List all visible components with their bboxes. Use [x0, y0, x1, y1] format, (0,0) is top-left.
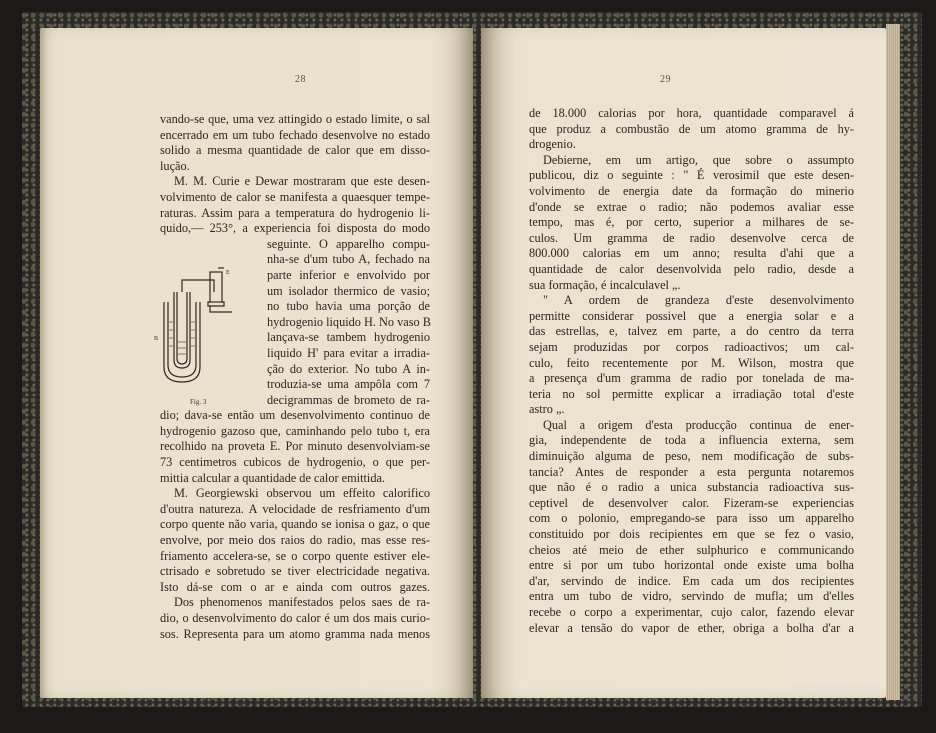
text-line: d'onde se extrae o radio; não podemos avaliar esse: [529, 199, 854, 214]
text-line: hydrogenio liquido H. No vaso B: [267, 314, 431, 329]
right-page: [481, 28, 886, 698]
text-line: constituido por dois recipientes em que se fez o vasio,: [529, 527, 854, 542]
text-line: teria no sol permitte explicar a irradiação total d'este: [529, 386, 854, 401]
text-line: recebe o corpo a experimentar, cujo calor, fazendo elevar: [529, 605, 854, 619]
apparatus-diagram: [152, 262, 252, 397]
text-line: nha-se d'um tubo A, fechado na: [267, 252, 430, 267]
text-line: raturas. Assim para a temperatura do hydrogenio li-: [160, 205, 430, 220]
text-line: Isto dá-se com o ar e ainda com outros gazes.: [160, 579, 430, 594]
text-line: sejam produzidas por corpos radioactivos; um cal-: [529, 339, 854, 354]
text-line: corpo quente não varia, quando se ionisa o gaz, o que: [160, 517, 430, 532]
text-line: tempo, mas é, por certo, superior a milhares de se-: [529, 215, 854, 230]
text-line: cheios até meio de ether sulphurico e communicando: [529, 542, 854, 557]
text-line: dio, o desenvolvimento do calor é um dos mais curio-: [160, 611, 430, 625]
text-line: drogenio.: [529, 137, 576, 152]
text-line: no tubo havia uma porção de: [267, 299, 430, 314]
text-line: d'outra natureza. A velocidade de resfriamento d'um: [160, 501, 430, 516]
text-line: publicou, diz o seguinte : " É verosimil que este desen-: [529, 168, 854, 183]
text-line: das estrellas, e, talvez em parte, a do centro da terra: [529, 324, 854, 339]
text-line: sua formação, é incalculavel „.: [529, 277, 681, 292]
text-line: friamento accelera-se, se o corpo quente estiver ele-: [160, 548, 430, 563]
text-line: dio; dava-se então um desenvolvimento continuo de: [160, 408, 430, 423]
text-line: seguinte. O apparelho compu-: [267, 236, 430, 251]
text-line: liquido H' para evitar a irradia-: [267, 345, 430, 360]
text-line: Debierne, em um artigo, que sobre o assumpto: [543, 152, 854, 167]
figure-label-b: B: [154, 336, 159, 342]
text-line: que produz a combustão de um atomo gramma de hy-: [529, 121, 854, 136]
text-line: um isolador thermico de vasio;: [267, 283, 430, 298]
text-line: lução.: [160, 158, 190, 173]
text-line: de 18.000 calorias por hora, quantidade comparavel á: [529, 106, 854, 120]
right-text-block: [529, 106, 854, 636]
text-line: " A ordem de grandeza d'este desenvolvimento: [543, 293, 854, 308]
text-line: decigrammas de brometo de ra-: [267, 392, 430, 407]
text-line: mittia calcular a quantidade de calor emittida.: [160, 470, 386, 485]
left-page: [40, 28, 473, 698]
text-line: sos. Representa para um atomo gramma nada menos: [160, 626, 430, 641]
page-edges: [886, 24, 900, 700]
text-line: entre si por um tubo horizontal onde existe uma bolha: [529, 558, 854, 573]
page-number: 29: [660, 74, 671, 85]
text-line: permitte considerar possivel que a energia solar e a: [529, 308, 854, 323]
text-line: 800.000 calorias em um anno; resulta d'ahi que a: [529, 246, 854, 261]
text-line: culo, feito recentemente por M. Wilson, mostra que: [529, 355, 854, 370]
text-line: elevar a tensão do vapor de ether, obriga a bolha d'ar a: [529, 620, 854, 635]
text-line: solido a mesma quantidade de calor que em disso-: [160, 143, 430, 158]
text-line: gia, independente de toda a influencia externa, sem: [529, 433, 854, 448]
text-line: entra um tubo de vidro, servindo de mufla; um d'elles: [529, 589, 854, 604]
text-line: parte inferior e envolvido por: [267, 267, 430, 282]
text-line: culos. Um gramma de radio desenvolve cerca de: [529, 230, 854, 245]
text-line: hydrogenio gazoso que, caminhando pelo tubo t, era: [160, 423, 430, 438]
text-line: quantidade de calor desenvolvida pelo radio, desde a: [529, 261, 854, 276]
text-line: recolhido na proveta E. Por minuto desenvolviam-se: [160, 439, 430, 454]
text-line: vando-se que, uma vez attingido o estado limite, o sal: [160, 112, 430, 126]
text-line: Dos phenomenos manifestados pelos saes de ra-: [174, 595, 430, 610]
text-line: Qual a origem d'esta producção continua de ener-: [543, 417, 854, 432]
text-line: encerrado em um tubo fechado desenvolve no estado: [160, 127, 430, 142]
text-line: que não é o radio a unica substancia radioactiva sus-: [529, 480, 854, 495]
text-line: d'ar, servindo de indice. Em cada um dos recipientes: [529, 573, 854, 588]
text-line: ção do exterior. No tubo A in-: [267, 361, 430, 376]
page-number: 28: [295, 74, 306, 85]
text-line: envolve, por meio dos raios do radio, mas esse res-: [160, 533, 430, 548]
text-line: astro „.: [529, 402, 565, 417]
text-line: volvimento de calor se manifesta a quaesquer tempe-: [160, 189, 430, 204]
text-line: volvimento de energia date da formação do minerio: [529, 183, 854, 198]
text-line: com o polonio, empregando-se para isso um apparelho: [529, 511, 854, 526]
text-line: lançava-se tambem hydrogenio: [267, 330, 430, 345]
text-line: quido,— 253°, a experiencia foi disposta do modo: [160, 221, 430, 236]
apparatus-figure: [152, 262, 252, 412]
text-line: diminuição alguma de peso, nem modificação de subs-: [529, 449, 854, 464]
text-line: M. Georgiewski observou um effeito calorifico: [174, 486, 430, 501]
text-line: a presença d'um gramma de radio por tonelada de ma-: [529, 371, 854, 386]
text-line: tancia? Antes de responder a esta pergunta notaremos: [529, 464, 854, 479]
text-line: 73 centimetros cubicos de hydrogenio, o que per-: [160, 455, 430, 470]
text-line: ceptivel de desenvolver calor. Fizeram-se experiencias: [529, 495, 854, 510]
figure-label-e: E: [226, 270, 230, 276]
text-line: troduzia-se uma ampôla com 7: [267, 377, 430, 392]
text-line: M. M. Curie e Dewar mostraram que este desen-: [174, 174, 430, 189]
figure-caption: Fig. 3: [190, 398, 207, 406]
text-line: ctrisado e sobretudo se tiver electricidade negativa.: [160, 564, 430, 579]
